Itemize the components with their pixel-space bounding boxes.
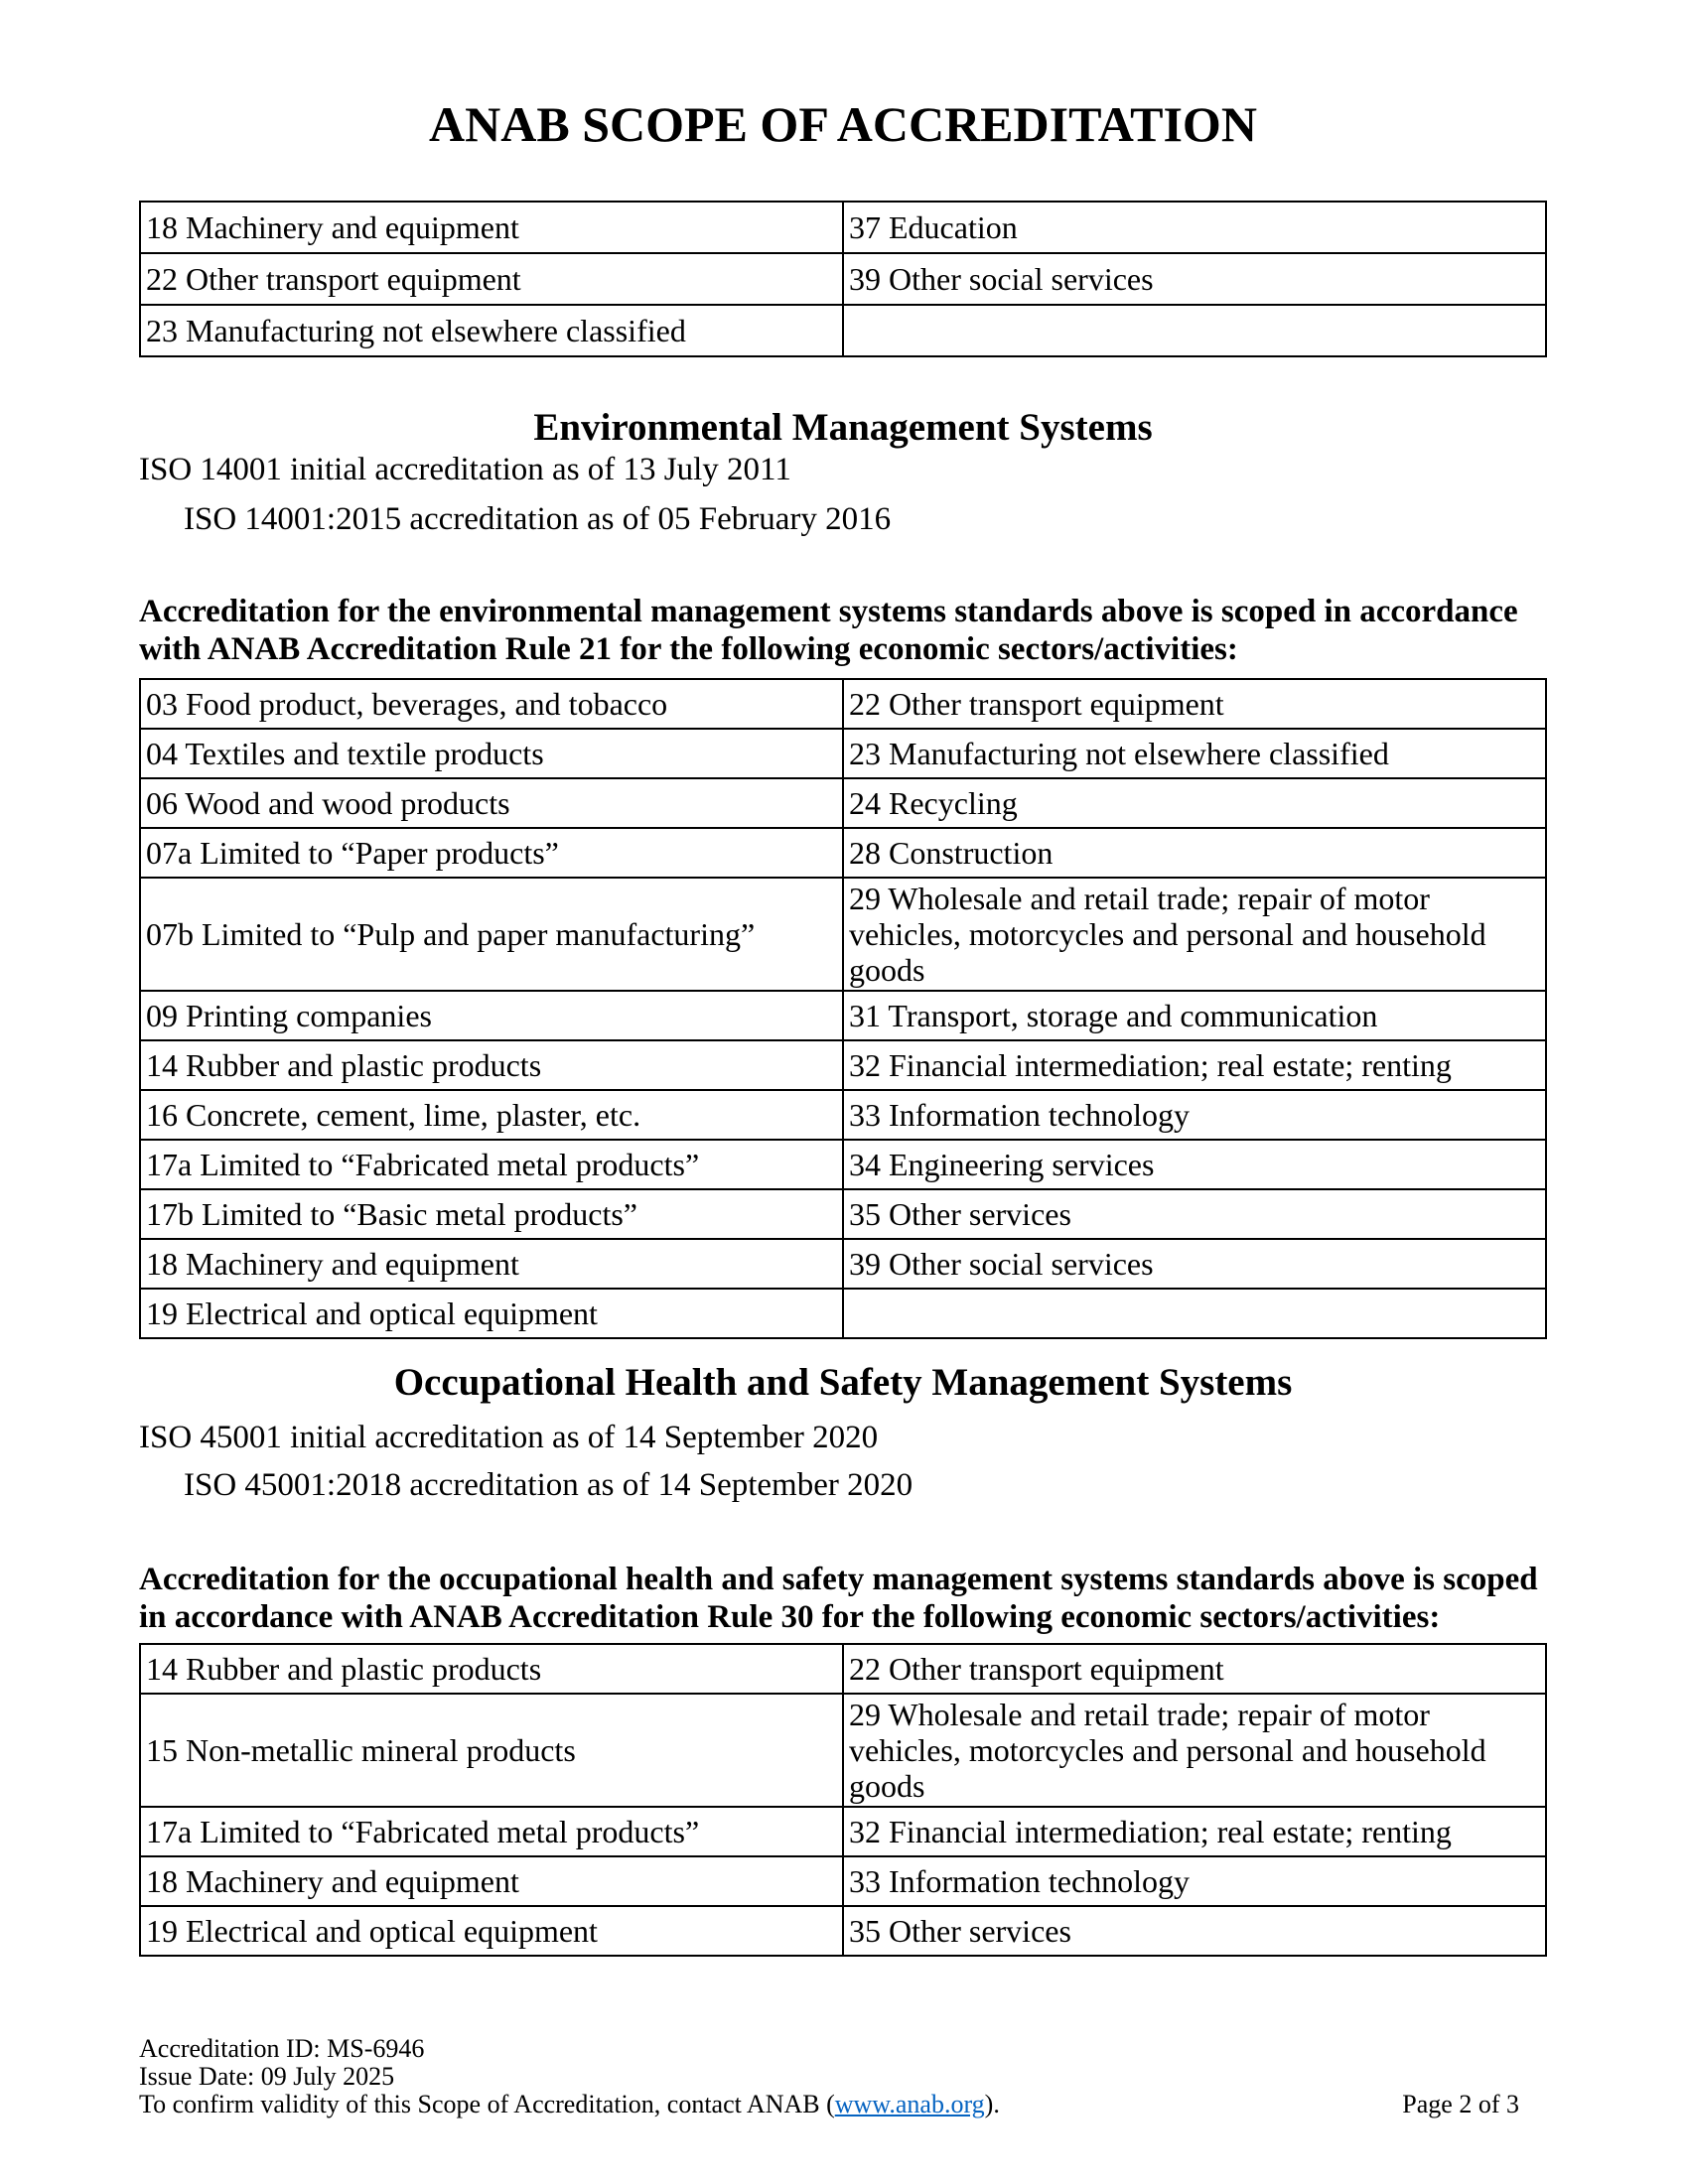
sector-cell: 15 Non-metallic mineral products	[140, 1694, 843, 1807]
sector-cell: 09 Printing companies	[140, 991, 843, 1040]
ohs-section-heading: Occupational Health and Safety Management Systems	[393, 1361, 1293, 1404]
sector-cell: 17a Limited to “Fabricated metal products”	[140, 1807, 843, 1856]
sector-cell: 07a Limited to “Paper products”	[140, 828, 843, 878]
validity-text-suffix: ).	[984, 2090, 1000, 2118]
sector-cell: 39 Other social services	[843, 253, 1546, 305]
continuation-sector-table	[139, 201, 1547, 357]
sector-cell: 18 Machinery and equipment	[140, 1239, 843, 1289]
table-row	[140, 729, 1546, 778]
accreditation-id: Accreditation ID: MS-6946	[139, 2034, 425, 2063]
table-row	[140, 1140, 1546, 1189]
table-row	[140, 1189, 1546, 1239]
table-row	[140, 1040, 1546, 1090]
sector-cell	[843, 305, 1546, 356]
page-number: Page 2 of 3	[1402, 2090, 1519, 2118]
sector-cell: 24 Recycling	[843, 778, 1546, 828]
ems-sector-table	[139, 678, 1547, 1339]
sector-cell: 04 Textiles and textile products	[140, 729, 843, 778]
table-row	[140, 1906, 1546, 1956]
sector-cell: 22 Other transport equipment	[843, 679, 1546, 729]
sector-cell: 19 Electrical and optical equipment	[140, 1289, 843, 1338]
sector-cell: 07b Limited to “Pulp and paper manufacturing”	[140, 878, 843, 991]
issue-date: Issue Date: 09 July 2025	[139, 2062, 395, 2091]
sector-cell: 18 Machinery and equipment	[140, 202, 843, 253]
sector-cell: 17b Limited to “Basic metal products”	[140, 1189, 843, 1239]
sector-cell: 39 Other social services	[843, 1239, 1546, 1289]
sector-cell: 17a Limited to “Fabricated metal products”	[140, 1140, 843, 1189]
sector-cell: 35 Other services	[843, 1189, 1546, 1239]
sector-cell	[843, 1289, 1546, 1338]
sector-cell: 31 Transport, storage and communication	[843, 991, 1546, 1040]
sector-cell: 29 Wholesale and retail trade; repair of motor vehicles, motorcycles and personal and household goods	[843, 878, 1546, 991]
table-row	[140, 778, 1546, 828]
sector-cell: 28 Construction	[843, 828, 1546, 878]
table-row	[140, 1807, 1546, 1856]
sector-cell: 23 Manufacturing not elsewhere classified	[843, 729, 1546, 778]
ems-iso-version-line: ISO 14001:2015 accreditation as of 05 February 2016	[184, 501, 892, 537]
table-row	[140, 1239, 1546, 1289]
sector-cell: 32 Financial intermediation; real estate; renting	[843, 1040, 1546, 1090]
ohs-rule-paragraph: Accreditation for the occupational health and safety management systems standards above is scoped in accordance with ANAB Accreditation Rule 30 for the following economic sectors/activities:	[139, 1562, 1538, 1635]
sector-cell: 35 Other services	[843, 1906, 1546, 1956]
validity-line	[139, 2091, 1547, 2118]
ohs-iso-initial-line: ISO 45001 initial accreditation as of 14 September 2020	[139, 1420, 879, 1455]
sector-cell: 34 Engineering services	[843, 1140, 1546, 1189]
sector-cell: 19 Electrical and optical equipment	[140, 1906, 843, 1956]
validity-text-prefix: To confirm validity of this Scope of Accreditation, contact ANAB (	[139, 2090, 835, 2118]
sector-cell: 14 Rubber and plastic products	[140, 1040, 843, 1090]
table-row	[140, 828, 1546, 878]
sector-cell: 06 Wood and wood products	[140, 778, 843, 828]
table-row	[140, 1289, 1546, 1338]
ohs-iso-version-line: ISO 45001:2018 accreditation as of 14 September 2020	[184, 1467, 914, 1503]
anab-website-link[interactable]: www.anab.org	[834, 2090, 985, 2118]
sector-cell: 29 Wholesale and retail trade; repair of motor vehicles, motorcycles and personal and household goods	[843, 1694, 1546, 1807]
table-row	[140, 253, 1546, 305]
ems-section-heading: Environmental Management Systems	[533, 406, 1153, 449]
sector-cell: 33 Information technology	[843, 1090, 1546, 1140]
sector-cell: 14 Rubber and plastic products	[140, 1644, 843, 1694]
table-row	[140, 1856, 1546, 1906]
sector-cell: 37 Education	[843, 202, 1546, 253]
table-row	[140, 202, 1546, 253]
page-title: ANAB SCOPE OF ACCREDITATION	[429, 96, 1257, 152]
table-row	[140, 991, 1546, 1040]
sector-cell: 23 Manufacturing not elsewhere classified	[140, 305, 843, 356]
sector-cell: 22 Other transport equipment	[140, 253, 843, 305]
footer	[139, 2035, 1547, 2118]
sector-cell: 32 Financial intermediation; real estate; renting	[843, 1807, 1546, 1856]
table-row	[140, 1694, 1546, 1807]
table-row	[140, 1090, 1546, 1140]
ems-rule-paragraph: Accreditation for the environmental management systems standards above is scoped in accordance with ANAB Accreditation Rule 21 for the following economic sectors/activities:	[139, 594, 1518, 667]
ems-iso-initial-line: ISO 14001 initial accreditation as of 13 July 2011	[139, 452, 791, 487]
table-row	[140, 305, 1546, 356]
sector-cell: 33 Information technology	[843, 1856, 1546, 1906]
sector-cell: 18 Machinery and equipment	[140, 1856, 843, 1906]
ohs-sector-table	[139, 1643, 1547, 1957]
sector-cell: 16 Concrete, cement, lime, plaster, etc.	[140, 1090, 843, 1140]
sector-cell: 22 Other transport equipment	[843, 1644, 1546, 1694]
table-row	[140, 679, 1546, 729]
sector-cell: 03 Food product, beverages, and tobacco	[140, 679, 843, 729]
table-row	[140, 1644, 1546, 1694]
table-row	[140, 878, 1546, 991]
